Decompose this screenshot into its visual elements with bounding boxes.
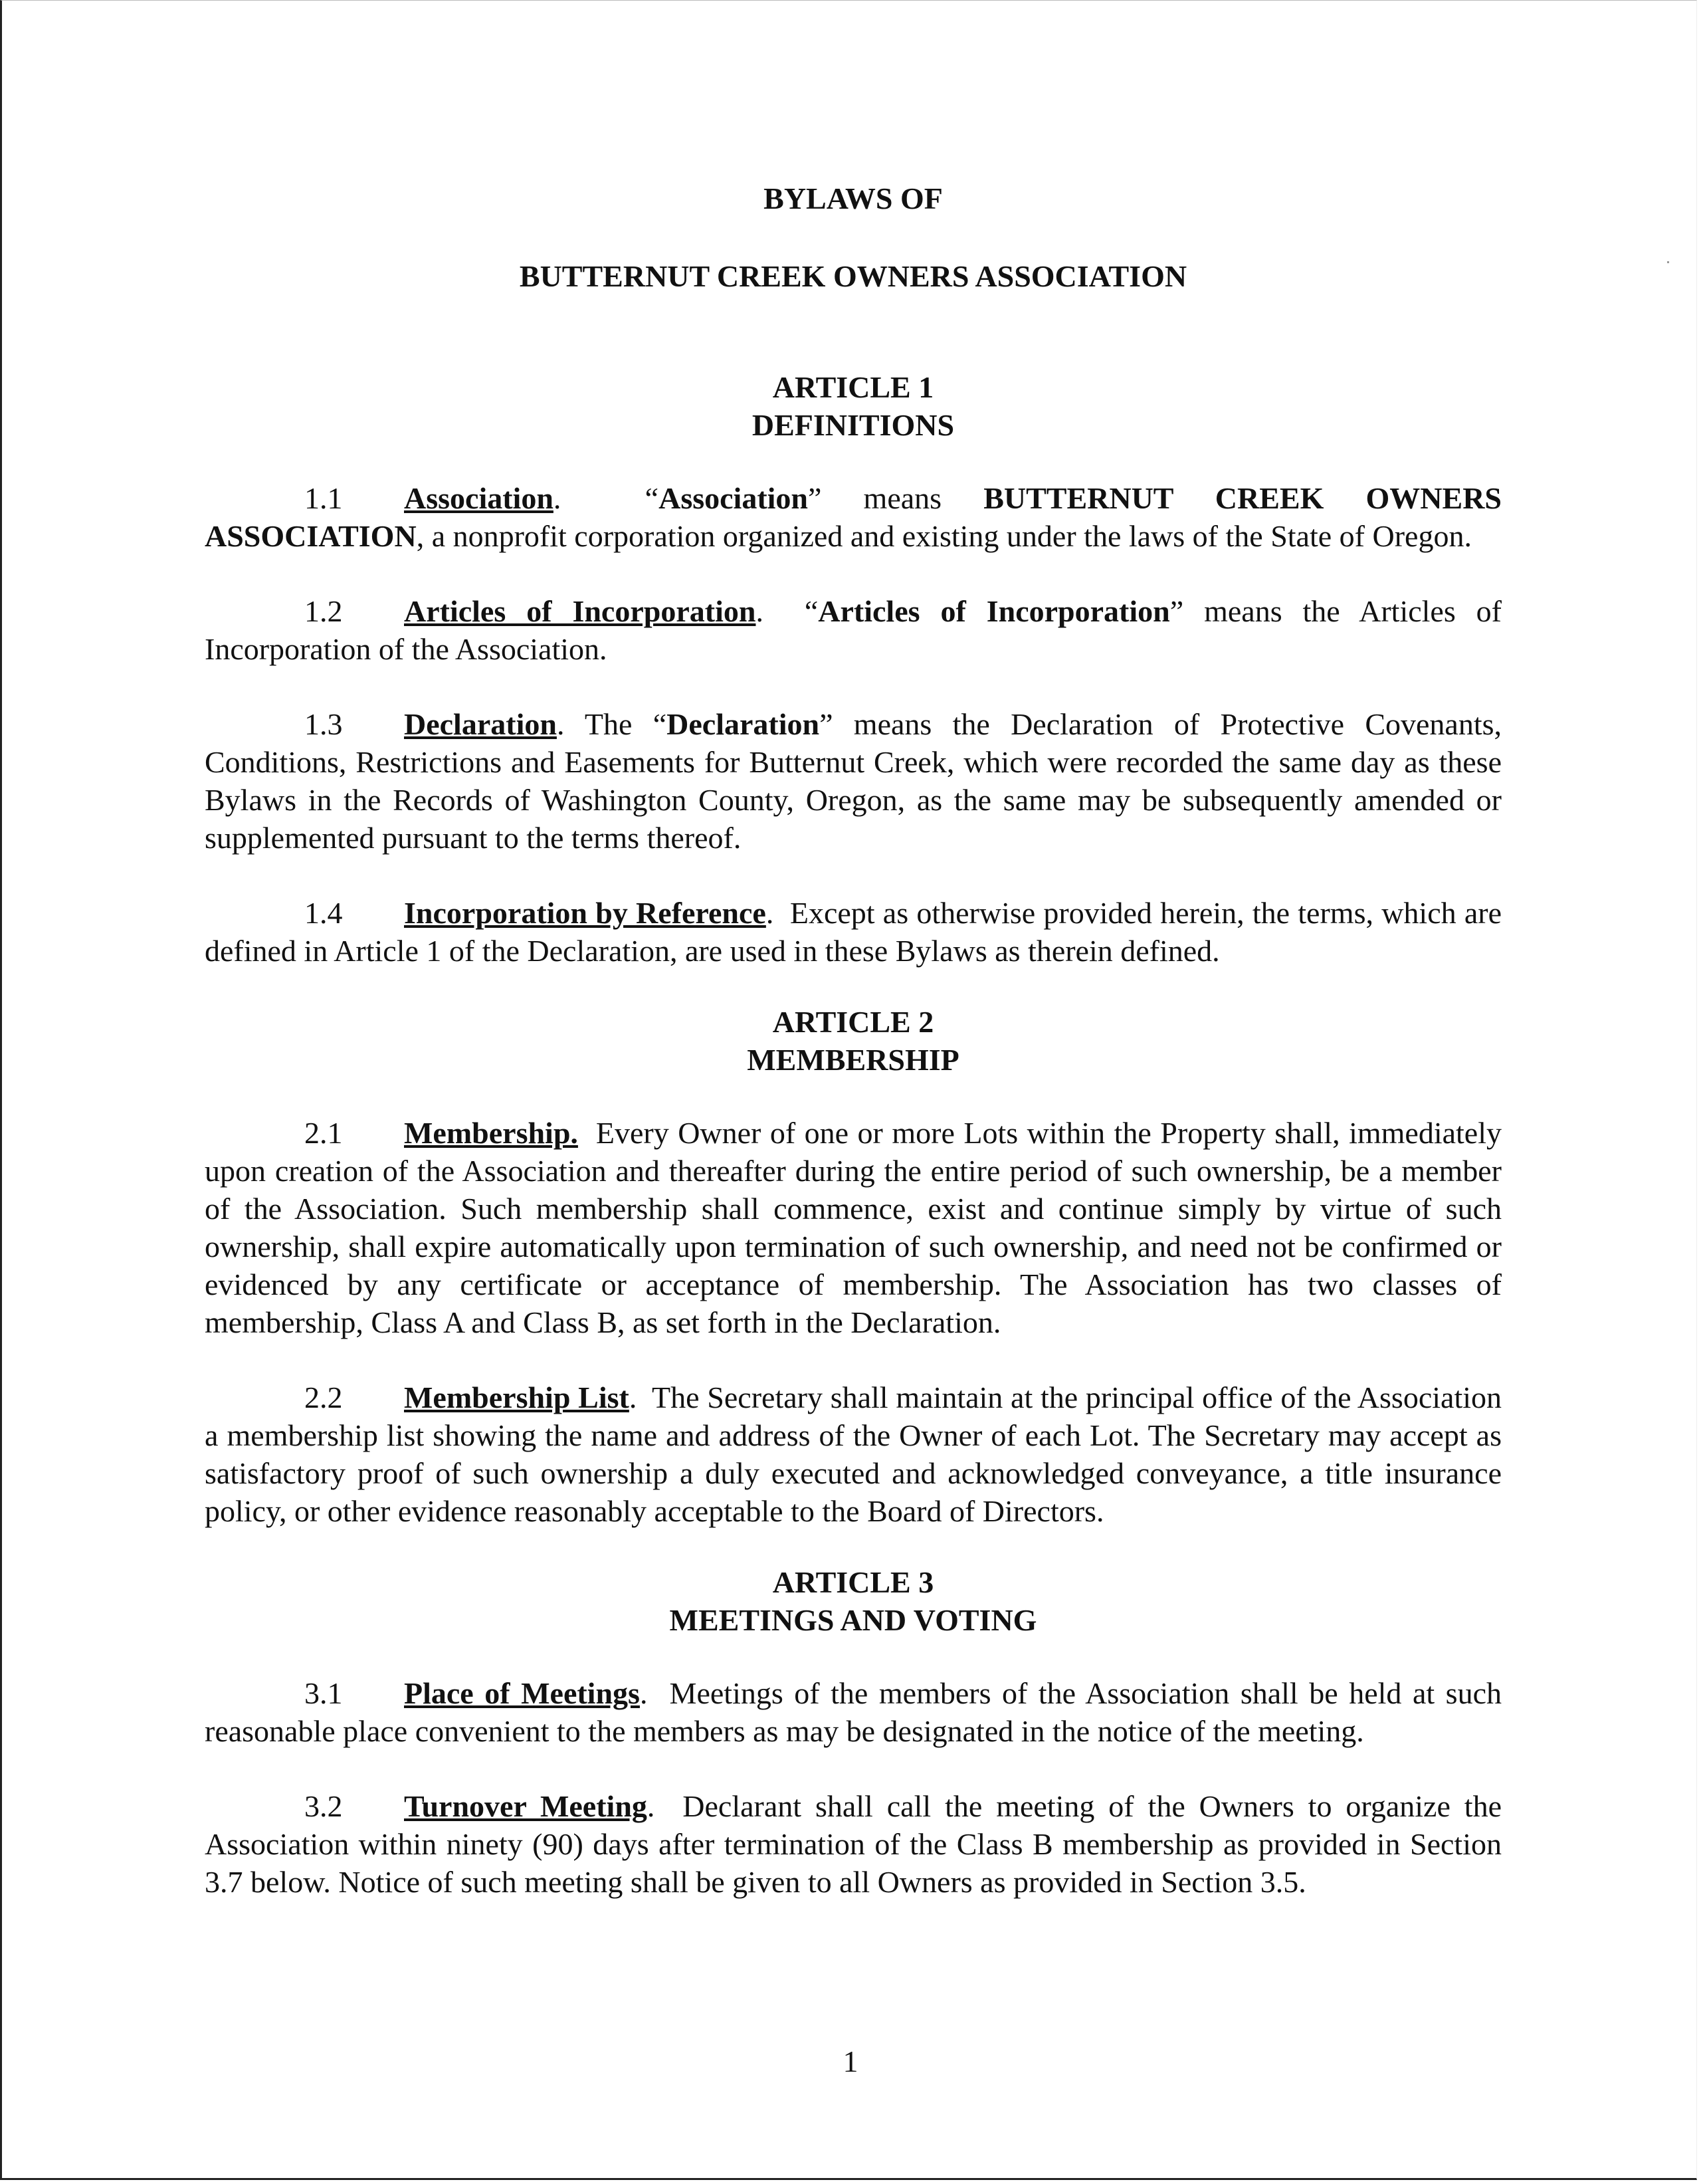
- article-label: ARTICLE 2: [772, 1005, 934, 1039]
- heading-punctuation: .: [629, 1380, 652, 1414]
- defined-term: Association: [658, 481, 808, 515]
- section-text: , a nonprofit corporation organized and existing under the laws of the State of Oregon.: [416, 519, 1472, 553]
- heading-punctuation: .: [765, 896, 790, 930]
- section-text: Declarant shall call the meeting of the Owners to organize the Association within ninety (90) days after termination of the Class B membership as provided in Section 3.7 below. Notice of such meeting shall be given to all Owners as provided in Section 3.5.: [205, 1789, 1502, 1899]
- article-label: ARTICLE 1: [772, 370, 934, 404]
- page-number: 1: [843, 2044, 858, 2078]
- section-text: ” means the Declaration of Protective Covenants, Conditions, Restrictions and Easements for Butternut Creek, which were recorded the same day as these Bylaws in the Records of Washington County, Oregon, as the same may be subsequently amended or supplemented pursuant to the terms thereof.: [205, 707, 1502, 855]
- section-number: 1.3: [304, 707, 343, 741]
- section-paragraph: [205, 1674, 1502, 1750]
- section-text: Every Owner of one or more Lots within the Property shall, immediately upon creation of the Association and thereafter during the entire period of such ownership, be a member of the Association. Such membership shall commence, exist and continue simply by virtue of such ownership, shall expire automatically upon termination of such ownership, and need not be confirmed or evidenced by any certificate or acceptance of membership. The Association has two classes of membership, Class A and Class B, as set forth in the Declaration.: [205, 1116, 1502, 1339]
- section-number: 3.1: [304, 1676, 343, 1710]
- heading-punctuation: .: [553, 481, 645, 515]
- section-heading: Membership.: [404, 1116, 578, 1150]
- section-number: 1.4: [304, 896, 343, 930]
- document-title-line-1: BYLAWS OF: [763, 181, 943, 215]
- section-heading: Turnover Meeting: [404, 1789, 647, 1823]
- section-paragraph: [205, 1787, 1502, 1901]
- article-name: DEFINITIONS: [751, 408, 955, 442]
- article-label: ARTICLE 3: [772, 1565, 934, 1599]
- section-paragraph: [205, 479, 1502, 555]
- section-number: 2.1: [304, 1116, 343, 1150]
- article-heading: [205, 1003, 1502, 1079]
- document-body: [205, 179, 1502, 1901]
- section-text: ” means: [808, 481, 984, 515]
- section-text: Except as otherwise provided herein, the terms, which are defined in Article 1 of the Declaration, are used in these Bylaws as therein defined.: [205, 896, 1502, 968]
- defined-term: Articles of Incorporation: [818, 594, 1170, 628]
- section-heading: Declaration: [404, 707, 557, 741]
- article-name: MEETINGS AND VOTING: [669, 1603, 1037, 1637]
- section-paragraph: [205, 1114, 1502, 1341]
- section-text: ” means the Articles of Incorporation of the Association.: [205, 594, 1502, 666]
- heading-punctuation: .: [647, 1789, 683, 1823]
- section-text: “: [645, 481, 659, 515]
- section-number: 2.2: [304, 1380, 343, 1414]
- section-text: “: [804, 594, 819, 628]
- section-text: Meetings of the members of the Association shall be held at such reasonable place convenient to the members as may be designated in the notice of the meeting.: [205, 1676, 1502, 1748]
- heading-punctuation: .: [639, 1676, 670, 1710]
- section-paragraph: [205, 894, 1502, 970]
- section-text: The Secretary shall maintain at the principal office of the Association a membership list showing the name and address of the Owner of each Lot. The Secretary may accept as satisfactory proof of such ownership a duly executed and acknowledged conveyance, a title insurance policy, or other evidence reasonably acceptable to the Board of Directors.: [205, 1380, 1502, 1528]
- section-heading: Place of Meetings: [404, 1676, 640, 1710]
- section-heading: Association: [404, 481, 553, 515]
- section-paragraph: [205, 592, 1502, 668]
- section-heading: Incorporation by Reference: [404, 896, 766, 930]
- scan-speck: [1667, 261, 1669, 263]
- section-paragraph: [205, 1378, 1502, 1530]
- section-number: 3.2: [304, 1789, 343, 1823]
- section-heading: Membership List: [404, 1380, 629, 1414]
- defined-term: Declaration: [666, 707, 820, 741]
- section-number: 1.1: [304, 481, 343, 515]
- defined-term: BUTTERNUT CREEK OWNERS ASSOCIATION: [205, 481, 1502, 553]
- article-heading: [205, 368, 1502, 444]
- section-paragraph: [205, 705, 1502, 857]
- article-heading: [205, 1563, 1502, 1639]
- heading-punctuation: [578, 1116, 596, 1150]
- articles-container: [205, 368, 1502, 1901]
- document-title-line-2: BUTTERNUT CREEK OWNERS ASSOCIATION: [519, 259, 1187, 293]
- section-number: 1.2: [304, 594, 343, 628]
- article-name: MEMBERSHIP: [747, 1043, 959, 1077]
- section-heading: Articles of Incorporation: [404, 594, 756, 628]
- section-text: The “: [584, 707, 667, 741]
- heading-punctuation: .: [755, 594, 805, 628]
- heading-punctuation: .: [556, 707, 585, 741]
